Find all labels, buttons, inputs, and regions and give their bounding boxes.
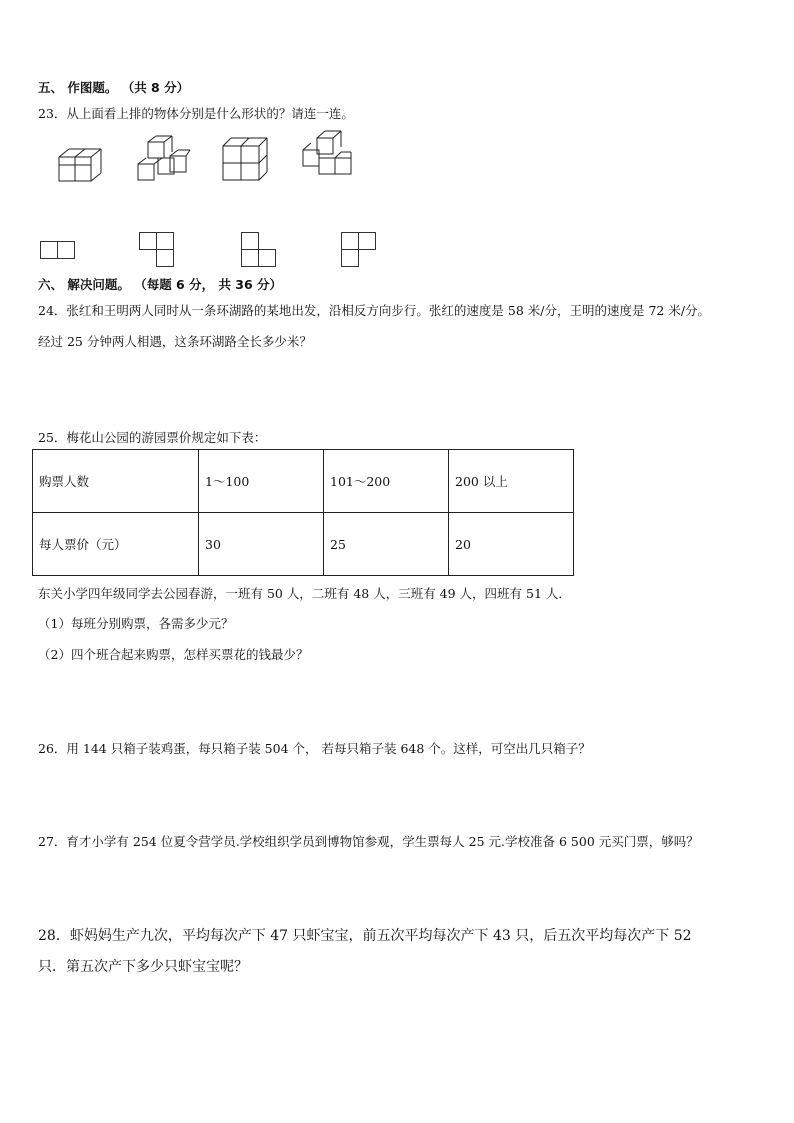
cube-stack-3 <box>221 136 269 182</box>
table-row <box>33 450 574 513</box>
table-cell: 101～200 <box>324 450 449 513</box>
table-cell: 购票人数 <box>33 450 199 513</box>
question-27: 27．育才小学有 254 位夏令营学员.学校组织学员到博物馆参观，学生票每人 25 元.学校准备 6 500 元买门票，够吗？ <box>38 834 699 849</box>
table-cell: 200 以上 <box>449 450 574 513</box>
question-25-line-1: 东关小学四年级同学去公园春游，一班有 50 人，二班有 48 人，三班有 49 人，四班有 51 人． <box>38 586 571 601</box>
question-28-line-1: 28．虾妈妈生产九次，平均每次产下 47 只虾宝宝，前五次平均每次产下 43 只，后五次平均每次产下 52 <box>38 928 692 944</box>
section-5-title: 五、 作图题。 （共 8 分） <box>38 80 190 95</box>
question-28-line-2: 只．第五次产下多少只虾宝宝呢？ <box>38 959 248 975</box>
question-25-sub-2: （2）四个班合起来购票，怎样买票花的钱最少？ <box>38 647 309 662</box>
table-row <box>33 513 574 576</box>
cube-stack-4 <box>299 130 355 184</box>
question-23: 23．从上面看上排的物体分别是什么形状的？请连一连。 <box>38 106 354 121</box>
top-view-1 <box>40 241 76 259</box>
top-view-2 <box>139 232 175 268</box>
table-cell: 1～100 <box>199 450 324 513</box>
ticket-price-table <box>32 449 574 576</box>
question-26: 26．用 144 只箱子装鸡蛋，每只箱子装 504 个， 若每只箱子装 648 个。这样，可空出几只箱子？ <box>38 741 591 756</box>
top-view-3 <box>241 232 277 268</box>
table-cell: 30 <box>199 513 324 576</box>
question-24-line-1: 24．张红和王明两人同时从一条环湖路的某地出发，沿相反方向步行。张红的速度是 58 米/分，王明的速度是 72 米/分。 <box>38 303 711 318</box>
question-24-line-2: 经过 25 分钟两人相遇，这条环湖路全长多少米？ <box>38 334 312 349</box>
cube-stack-1 <box>55 143 105 183</box>
table-cell: 20 <box>449 513 574 576</box>
question-25-intro: 25．梅花山公园的游园票价规定如下表： <box>38 430 267 445</box>
cube-stack-2 <box>136 136 190 186</box>
section-6-title: 六、 解决问题。 （每题 6 分， 共 36 分） <box>38 277 283 292</box>
question-25-sub-1: （1）每班分别购票，各需多少元？ <box>38 616 234 631</box>
table-cell: 25 <box>324 513 449 576</box>
table-cell: 每人票价（元） <box>33 513 199 576</box>
top-view-4 <box>341 232 377 268</box>
